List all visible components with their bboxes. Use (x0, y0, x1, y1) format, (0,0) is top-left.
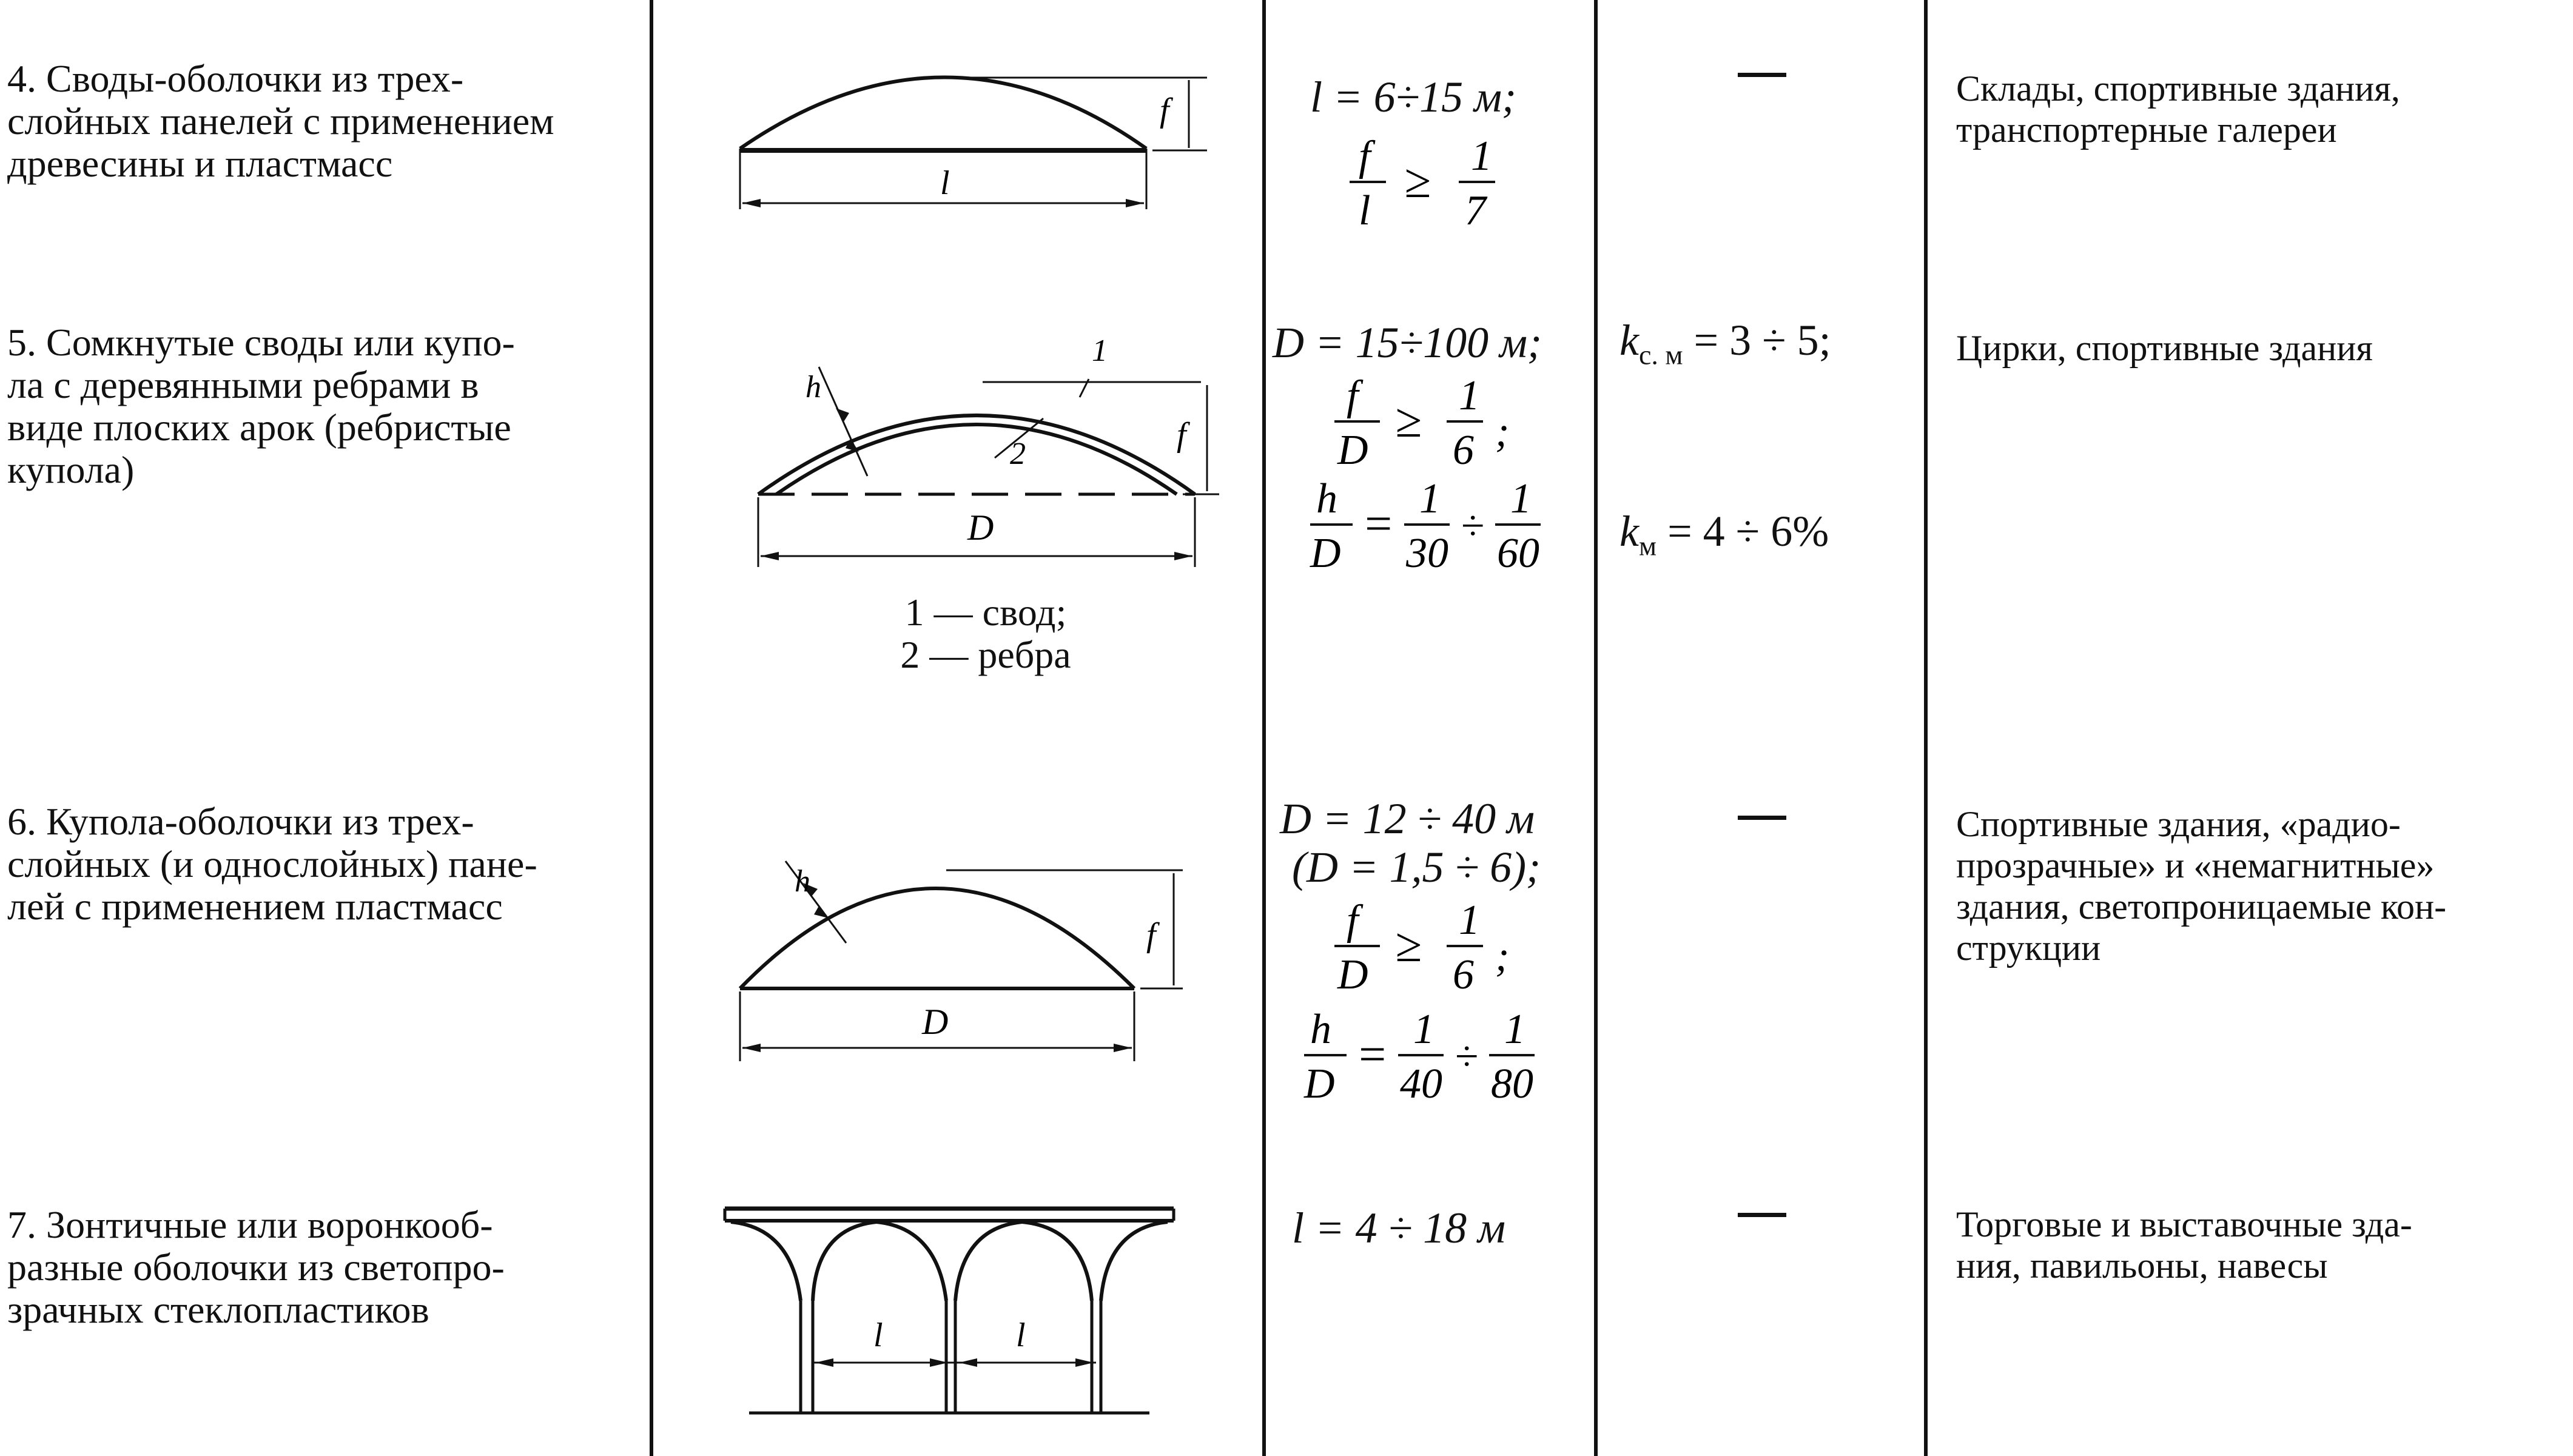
row-5-application (1956, 327, 2563, 369)
svg-text:h: h (1316, 475, 1337, 522)
row-7-application (1956, 1204, 2563, 1286)
row-7-formula (1292, 1204, 1505, 1252)
desc-line: слойных (и однослойных) пане- (7, 842, 537, 885)
svg-text:f: f (1347, 897, 1359, 944)
svg-text:D: D (1337, 427, 1368, 474)
desc-line: зрачных стеклопластиков (7, 1288, 429, 1331)
k-symbol: k (1619, 316, 1639, 364)
span-formula: D = 15÷100 м; (1273, 318, 1542, 367)
svg-text:≥: ≥ (1395, 919, 1422, 972)
application-line: Спортивные здания, «радио- (1956, 804, 2401, 844)
rise-label: f (1160, 92, 1169, 129)
svg-text:≥: ≥ (1395, 394, 1422, 448)
row-5-ribbed-dome-diagram (740, 330, 1225, 573)
svg-text:f: f (1347, 372, 1359, 419)
application-line: струкции (1956, 928, 2101, 968)
svg-text:f: f (1177, 416, 1186, 454)
k-symbol: k (1619, 507, 1639, 555)
svg-text:f: f (1359, 133, 1371, 179)
svg-text:1: 1 (1092, 334, 1108, 368)
svg-text:f: f (1146, 916, 1156, 954)
row-7-umbrella-shell-diagram (725, 1192, 1198, 1434)
svg-text:D: D (922, 1002, 949, 1042)
row-6-thickness-ratio (1298, 1007, 1577, 1110)
svg-text:80: 80 (1491, 1061, 1533, 1107)
svg-text:30: 30 (1406, 530, 1448, 577)
row-4-description (7, 58, 638, 185)
svg-text:l: l (1359, 187, 1371, 234)
svg-text:1: 1 (1504, 1006, 1525, 1053)
svg-text:D: D (1337, 951, 1368, 998)
desc-line: 5. Сомкнутые своды или купо- (7, 321, 515, 364)
row-6-coefficient-dash (1738, 816, 1786, 820)
k-value: = 3 ÷ 5; (1693, 316, 1831, 364)
desc-line: ла с деревянными ребрами в (7, 363, 479, 406)
k-subscript: м (1638, 530, 1657, 562)
row-6-dome-diagram (728, 843, 1213, 1073)
row-5-coefficient-cm (1619, 315, 1831, 371)
desc-line: лей с применением пластмасс (7, 885, 503, 928)
column-divider-3 (1594, 0, 1598, 1456)
svg-text:1: 1 (1419, 475, 1441, 522)
svg-text:1: 1 (1413, 1006, 1434, 1053)
svg-text:1: 1 (1459, 372, 1480, 419)
svg-text:D: D (1304, 1061, 1335, 1107)
span-label: l (940, 164, 950, 202)
application-line: прозрачные» и «немагнитные» (1956, 845, 2435, 885)
k-subscript: с. м (1638, 339, 1683, 371)
row-5-coefficient-m (1619, 506, 1829, 562)
row-4-vault-diagram (728, 49, 1213, 218)
application-line: ния, павильоны, навесы (1956, 1246, 2328, 1286)
svg-text:÷: ÷ (1461, 503, 1484, 549)
svg-text:D: D (1310, 530, 1341, 577)
svg-text:6: 6 (1453, 951, 1474, 998)
svg-text:=: = (1356, 1028, 1388, 1081)
svg-text:;: ; (1495, 933, 1510, 980)
svg-text:l: l (1016, 1317, 1026, 1354)
column-divider-1 (650, 0, 653, 1456)
svg-text:2: 2 (1010, 437, 1026, 471)
svg-text:h: h (795, 864, 810, 899)
legend-line: 1 — свод; (904, 591, 1067, 634)
desc-line: разные оболочки из светопро- (7, 1246, 505, 1289)
row-5-thickness-ratio (1304, 476, 1583, 579)
svg-text:6: 6 (1453, 427, 1474, 474)
row-5-formula (1273, 318, 1542, 367)
desc-line: 4. Своды-оболочки из трех- (7, 57, 464, 100)
legend-line: 2 — ребра (900, 633, 1071, 676)
svg-text:60: 60 (1497, 530, 1539, 577)
desc-line: древесины и пластмасс (7, 142, 393, 185)
svg-text:1: 1 (1510, 475, 1532, 522)
svg-text:h: h (1310, 1006, 1331, 1053)
row-6-application (1956, 803, 2563, 968)
column-divider-2 (1262, 0, 1266, 1456)
desc-line: слойных панелей с применением (7, 99, 554, 143)
desc-line: виде плоских арок (ребристые (7, 406, 511, 449)
svg-text:=: = (1362, 497, 1394, 551)
row-7-coefficient-dash (1738, 1213, 1786, 1217)
desc-line: купола) (7, 448, 135, 491)
column-divider-4 (1924, 0, 1928, 1456)
svg-text:;: ; (1495, 409, 1510, 455)
span-formula-alt: (D = 1,5 ÷ 6); (1292, 843, 1541, 891)
desc-line: 6. Купола-оболочки из трех- (7, 800, 474, 843)
svg-text:l: l (873, 1317, 883, 1354)
row-4-ratio (1334, 133, 1516, 237)
k-value: = 4 ÷ 6% (1667, 507, 1829, 555)
row-6-formula (1280, 794, 1541, 891)
row-4-coefficient-dash (1738, 73, 1786, 77)
svg-text:40: 40 (1400, 1061, 1442, 1107)
application-line: здания, светопроницаемые кон- (1956, 887, 2447, 927)
row-6-ratio (1322, 897, 1541, 1001)
svg-text:1: 1 (1471, 133, 1492, 179)
application-line: Цирки, спортивные здания (1956, 328, 2373, 368)
application-line: транспортерные галереи (1956, 110, 2337, 150)
row-5-legend (789, 591, 1183, 676)
row-5-ratio (1322, 373, 1541, 476)
row-4-application (1956, 68, 2563, 150)
svg-text:h: h (806, 370, 821, 404)
span-formula: l = 6÷15 м; (1310, 73, 1517, 121)
row-6-description (7, 800, 638, 928)
application-line: Склады, спортивные здания, (1956, 69, 2400, 109)
svg-text:÷: ÷ (1455, 1033, 1478, 1080)
svg-text:D: D (967, 508, 994, 548)
span-formula: l = 4 ÷ 18 м (1292, 1204, 1506, 1252)
application-line: Торговые и выставочные зда- (1956, 1204, 2412, 1244)
span-formula: D = 12 ÷ 40 м (1280, 794, 1535, 843)
svg-text:1: 1 (1459, 897, 1480, 944)
row-7-description (7, 1204, 638, 1331)
svg-text:≥: ≥ (1404, 155, 1431, 208)
row-5-description (7, 321, 638, 491)
svg-text:7: 7 (1465, 187, 1486, 234)
desc-line: 7. Зонтичные или воронкооб- (7, 1203, 493, 1246)
row-4-formula (1310, 73, 1516, 121)
